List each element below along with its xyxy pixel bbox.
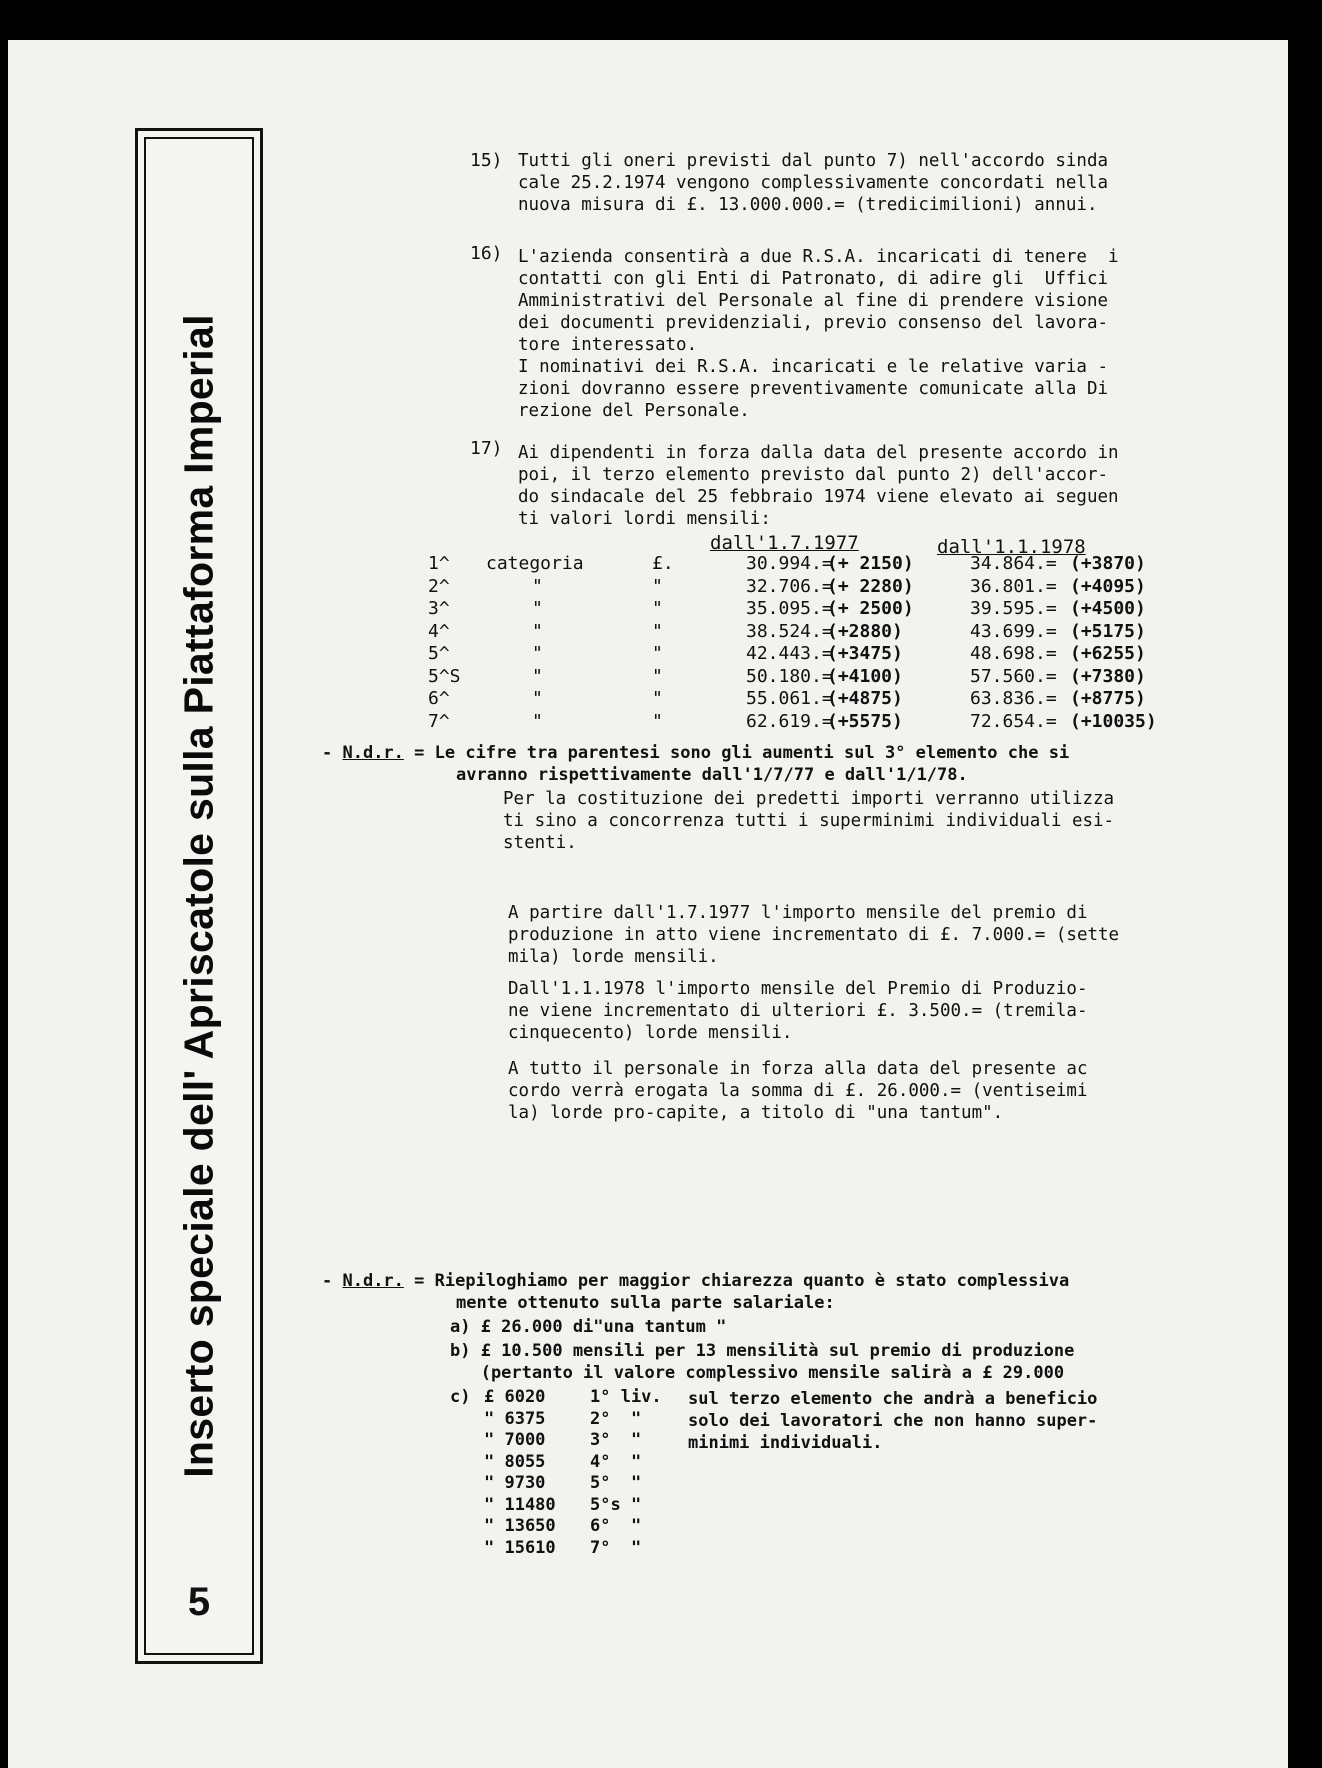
note-2-text: Riepiloghiamo per maggior chiarezza quanto è stato complessiva <box>434 1271 1070 1291</box>
item-15-line: cale 25.2.1974 vengono complessivamente concordati nella <box>518 173 1109 193</box>
summary-c-amount: " 6375 <box>484 1408 546 1429</box>
summary-c-amount: " 8055 <box>484 1451 546 1472</box>
value-1977-cell: 55.061.= <box>746 688 833 709</box>
delta-1977-cell: (+4875) <box>827 688 903 709</box>
value-1978-cell: 36.801.= <box>970 575 1057 597</box>
delta-1978-cell: (+3870) <box>1070 553 1146 574</box>
currency-cell: " <box>652 665 663 687</box>
item-16-line: L'azienda consentirà a due R.S.A. incaricati di tenere i <box>518 247 1119 267</box>
summary-b: b) £ 10.500 mensili per 13 mensilità sul premio di produzione <box>450 1341 1075 1361</box>
value-1978-cell: 43.699.= <box>970 620 1057 642</box>
summary-c-note: sul terzo elemento che andrà a beneficio <box>688 1389 1098 1409</box>
currency-cell: " <box>652 688 663 709</box>
sidebar-frame <box>144 137 254 1655</box>
summary-c-level: 6° " <box>590 1516 642 1536</box>
paragraph-line: stenti. <box>503 833 577 853</box>
category-cell: 3^ <box>428 598 450 619</box>
category-cell: 5^S <box>428 665 461 687</box>
summary-c-note: solo dei lavoratori che non hanno super- <box>688 1411 1098 1431</box>
item-17-line: ti valori lordi mensili: <box>518 509 771 529</box>
column-header-1977: dall'1.7.1977 <box>710 532 859 554</box>
note-1-text: Le cifre tra parentesi sono gli aumenti sul 3° elemento che si <box>434 743 1070 763</box>
currency-cell: " <box>652 643 663 664</box>
category-label-cell: " <box>532 643 543 664</box>
category-cell: 6^ <box>428 688 450 709</box>
item-number: 15) <box>470 150 503 171</box>
delta-1978-cell: (+8775) <box>1070 688 1146 709</box>
summary-a: a) £ 26.000 di"una tantum " <box>450 1317 727 1337</box>
summary-c-amount: " 11480 <box>484 1494 556 1515</box>
value-1977-cell: 38.524.= <box>746 620 833 642</box>
summary-c-amount: " 9730 <box>484 1473 546 1493</box>
summary-c-amount: £ 6020 <box>484 1387 546 1407</box>
column-header-1978: dall'1.1.1978 <box>937 536 1086 558</box>
value-1978-cell: 63.836.= <box>970 688 1057 709</box>
delta-1978-cell: (+10035) <box>1070 710 1157 732</box>
item-16-line: dei documenti previdenziali, previo consenso del lavora- <box>518 313 1109 333</box>
value-1978-cell: 34.864.= <box>970 553 1057 574</box>
category-cell: 2^ <box>428 575 450 597</box>
item-16-line: tore interessato. <box>518 335 698 355</box>
category-cell: 4^ <box>428 620 450 642</box>
summary-c-amount: " 13650 <box>484 1516 556 1536</box>
currency-cell: " <box>652 598 663 619</box>
delta-1977-cell: (+5575) <box>827 710 903 732</box>
delta-1978-cell: (+7380) <box>1070 665 1146 687</box>
item-16-line: I nominativi dei R.S.A. incaricati e le relative varia - <box>518 357 1109 377</box>
paragraph-line: Per la costituzione dei predetti importi verranno utilizza <box>503 789 1115 809</box>
note-2-line: - N.d.r. = Riepiloghiamo per maggior chiarezza quanto è stato complessiva <box>322 1271 1070 1291</box>
item-16-line: Amministrativi del Personale al fine di prendere visione <box>518 291 1109 311</box>
currency-cell: " <box>652 575 663 597</box>
delta-1978-cell: (+5175) <box>1070 620 1146 642</box>
summary-b: (pertanto il valore complessivo mensile salirà a £ 29.000 <box>450 1363 1065 1383</box>
item-17-line: poi, il terzo elemento previsto dal punto 2) dell'accor- <box>518 465 1109 485</box>
category-cell: 5^ <box>428 643 450 664</box>
value-1977-cell: 32.706.= <box>746 575 833 597</box>
note-1-line: avranno rispettivamente dall'1/7/77 e dall'1/1/78. <box>456 765 968 785</box>
category-label-cell: " <box>532 575 543 597</box>
delta-1977-cell: (+ 2150) <box>827 553 914 574</box>
ndr-label: N.d.r. <box>342 1271 404 1291</box>
category-cell: 1^ <box>428 553 450 574</box>
summary-c-amount: " 15610 <box>484 1537 556 1558</box>
category-label-cell: " <box>532 620 543 642</box>
summary-c-level: 3° " <box>590 1430 642 1450</box>
summary-c-prefix: c) <box>450 1387 471 1407</box>
summary-c-level: 5°s " <box>590 1494 642 1515</box>
delta-1978-cell: (+6255) <box>1070 643 1146 664</box>
summary-c-amount: " 7000 <box>484 1430 546 1450</box>
value-1977-cell: 62.619.= <box>746 710 833 732</box>
item-number: 17) <box>470 438 503 459</box>
summary-c-level: 2° " <box>590 1408 642 1429</box>
summary-c-note: minimi individuali. <box>688 1433 883 1453</box>
category-label-cell: " <box>532 598 543 619</box>
vertical-title: Inserto speciale dell' Apriscatole sulla Piattaforma Imperial <box>175 314 222 1478</box>
value-1978-cell: 57.560.= <box>970 665 1057 687</box>
page-number: 5 <box>187 1580 211 1624</box>
value-1977-cell: 42.443.= <box>746 643 833 664</box>
category-label-cell: " <box>532 688 543 709</box>
value-1978-cell: 48.698.= <box>970 643 1057 664</box>
delta-1977-cell: (+3475) <box>827 643 903 664</box>
category-label-cell: " <box>532 710 543 732</box>
category-label-cell: categoria <box>486 553 584 574</box>
value-1977-cell: 50.180.= <box>746 665 833 687</box>
value-1978-cell: 72.654.= <box>970 710 1057 732</box>
paragraph-line: cordo verrà erogata la somma di £. 26.000.= (ventiseimi <box>508 1081 1088 1101</box>
summary-c-level: 5° " <box>590 1473 642 1493</box>
delta-1978-cell: (+4095) <box>1070 575 1146 597</box>
delta-1978-cell: (+4500) <box>1070 598 1146 619</box>
item-16-line: contatti con gli Enti di Patronato, di adire gli Uffici <box>518 269 1109 289</box>
summary-c-level: 4° " <box>590 1451 642 1472</box>
value-1977-cell: 30.994.= <box>746 553 833 574</box>
delta-1977-cell: (+4100) <box>827 665 903 687</box>
paragraph-line: produzione in atto viene incrementato di £. 7.000.= (sette <box>508 925 1120 945</box>
currency-cell: " <box>652 620 663 642</box>
category-label-cell: " <box>532 665 543 687</box>
item-number: 16) <box>470 243 503 264</box>
delta-1977-cell: (+ 2500) <box>827 598 914 619</box>
note-1-line: - N.d.r. = Le cifre tra parentesi sono gli aumenti sul 3° elemento che si <box>322 743 1070 763</box>
delta-1977-cell: (+2880) <box>827 620 903 642</box>
item-17-line: do sindacale del 25 febbraio 1974 viene elevato ai seguen <box>518 487 1119 507</box>
paragraph-line: ne viene incrementato di ulteriori £. 3.500.= (tremila- <box>508 1001 1088 1021</box>
currency-cell: £. <box>652 553 674 574</box>
currency-cell: " <box>652 710 663 732</box>
note-2-line: mente ottenuto sulla parte salariale: <box>456 1293 835 1313</box>
category-cell: 7^ <box>428 710 450 732</box>
item-16-line: rezione del Personale. <box>518 401 750 421</box>
delta-1977-cell: (+ 2280) <box>827 575 914 597</box>
sidebar-banner <box>135 128 263 1664</box>
value-1977-cell: 35.095.= <box>746 598 833 619</box>
paragraph-line: la) lorde pro-capite, a titolo di "una tantum". <box>508 1103 1004 1123</box>
paragraph-line: cinquecento) lorde mensili. <box>508 1023 793 1043</box>
paragraph-line: Dall'1.1.1978 l'importo mensile del Premio di Produzio- <box>508 979 1088 999</box>
paragraph-line: A tutto il personale in forza alla data del presente ac <box>508 1059 1088 1079</box>
item-15-line: Tutti gli oneri previsti dal punto 7) nell'accordo sinda <box>518 151 1109 171</box>
paragraph-line: ti sino a concorrenza tutti i superminimi individuali esi- <box>503 811 1115 831</box>
summary-c-level: 1° liv. <box>590 1387 662 1407</box>
item-16-line: zioni dovranno essere preventivamente comunicate alla Di <box>518 379 1109 399</box>
paragraph-line: mila) lorde mensili. <box>508 947 719 967</box>
item-15-line: nuova misura di £. 13.000.000.= (tredicimilioni) annui. <box>518 195 1098 215</box>
ndr-label: N.d.r. <box>342 743 404 763</box>
paragraph-line: A partire dall'1.7.1977 l'importo mensile del premio di <box>508 903 1088 923</box>
item-17-line: Ai dipendenti in forza dalla data del presente accordo in <box>518 443 1119 463</box>
value-1978-cell: 39.595.= <box>970 598 1057 619</box>
summary-c-level: 7° " <box>590 1537 642 1558</box>
